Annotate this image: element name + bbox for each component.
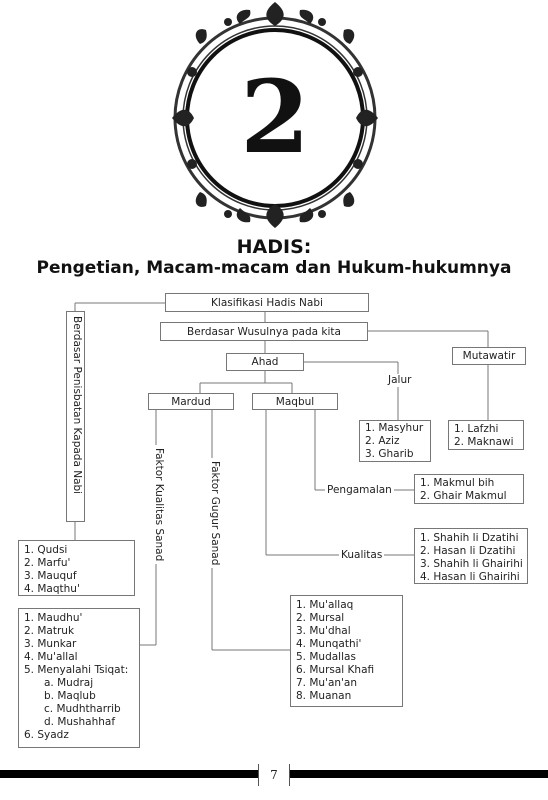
list-item: 1. Shahih li Dzatihi <box>420 532 519 544</box>
berdasar-wusul-box <box>160 322 368 341</box>
list-item: 1. Qudsi <box>24 544 68 556</box>
list-item: 6. Mursal Khafi <box>296 664 375 676</box>
list-item: 1. Maudhu' <box>24 612 83 624</box>
kualitas-label: Kualitas <box>341 549 383 561</box>
maqbul-box <box>252 393 338 410</box>
mutawatir-box <box>452 347 526 365</box>
jalur-list <box>359 420 431 462</box>
mardud-box <box>148 393 234 410</box>
list-item: c. Mudhtharrib <box>44 703 121 715</box>
list-item: 8. Muanan <box>296 690 352 702</box>
list-item: a. Mudraj <box>44 677 94 689</box>
faktor-kualitas-label: Faktor Kualitas Sanad <box>153 445 165 564</box>
chapter-title-line1: HADIS: <box>236 236 312 258</box>
list-item: 2. Hasan li Dzatihi <box>420 545 516 557</box>
chapter-title-line2: Pengetian, Macam-macam dan Hukum-hukumnya <box>36 258 512 278</box>
mutawatir-list <box>448 420 524 450</box>
footer-bar-left <box>0 770 258 778</box>
list-item: 3. Mu'dhal <box>296 625 351 637</box>
list-item: 1. Mu'allaq <box>296 599 354 611</box>
pengamalan-label: Pengamalan <box>327 484 392 496</box>
gugur-list <box>290 595 403 707</box>
list-item: 5. Mudallas <box>296 651 356 663</box>
mutawatir-label: Mutawatir <box>462 350 516 362</box>
list-item: 3. Mauquf <box>24 570 77 582</box>
list-item: 4. Munqathi' <box>296 638 362 650</box>
list-item: 4. Maqthu' <box>24 583 80 595</box>
penisbatan-list <box>18 540 135 596</box>
page-number-box <box>258 764 290 786</box>
penisbatan-label: Berdasar Penisbatan Kapada Nabi <box>71 316 83 495</box>
klasifikasi-box <box>165 293 369 312</box>
list-item: 3. Shahih li Ghairihi <box>420 558 523 570</box>
list-item: 2. Maknawi <box>454 436 514 448</box>
list-item: 3. Gharib <box>365 448 414 460</box>
list-item: 1. Masyhur <box>365 422 424 434</box>
list-item: 2. Aziz <box>365 435 400 447</box>
berdasar-wusul-label: Berdasar Wusulnya pada kita <box>187 326 341 338</box>
footer-bar-right <box>290 770 548 778</box>
page-number: 7 <box>270 768 278 782</box>
list-item: 2. Matruk <box>24 625 75 637</box>
maqbul-label: Maqbul <box>275 396 315 408</box>
ahad-box <box>226 353 304 371</box>
list-item: 2. Ghair Makmul <box>420 490 507 502</box>
list-item: 1. Lafzhi <box>454 423 499 435</box>
list-item: 6. Syadz <box>24 729 69 741</box>
jalur-label: Jalur <box>388 374 412 386</box>
kualitas-list <box>414 528 528 584</box>
mardud-label: Mardud <box>171 396 211 408</box>
list-item: 2. Mursal <box>296 612 345 624</box>
klasifikasi-label: Klasifikasi Hadis Nabi <box>211 297 323 309</box>
list-item: 4. Hasan li Ghairihi <box>420 571 520 583</box>
list-item: 2. Marfu' <box>24 557 71 569</box>
list-item: 3. Munkar <box>24 638 77 650</box>
list-item: 5. Menyalahi Tsiqat: <box>24 664 129 676</box>
list-item: b. Maqlub <box>44 690 96 702</box>
pengamalan-list <box>414 474 524 504</box>
list-item: d. Mushahhaf <box>44 716 116 728</box>
mardud-list <box>18 608 140 748</box>
faktor-gugur-label: Faktor Gugur Sanad <box>209 458 221 568</box>
chapter-number: 2 <box>240 58 310 176</box>
list-item: 1. Makmul bih <box>420 477 495 489</box>
list-item: 7. Mu'an'an <box>296 677 358 689</box>
ahad-label: Ahad <box>251 356 279 368</box>
list-item: 4. Mu'allal <box>24 651 78 663</box>
